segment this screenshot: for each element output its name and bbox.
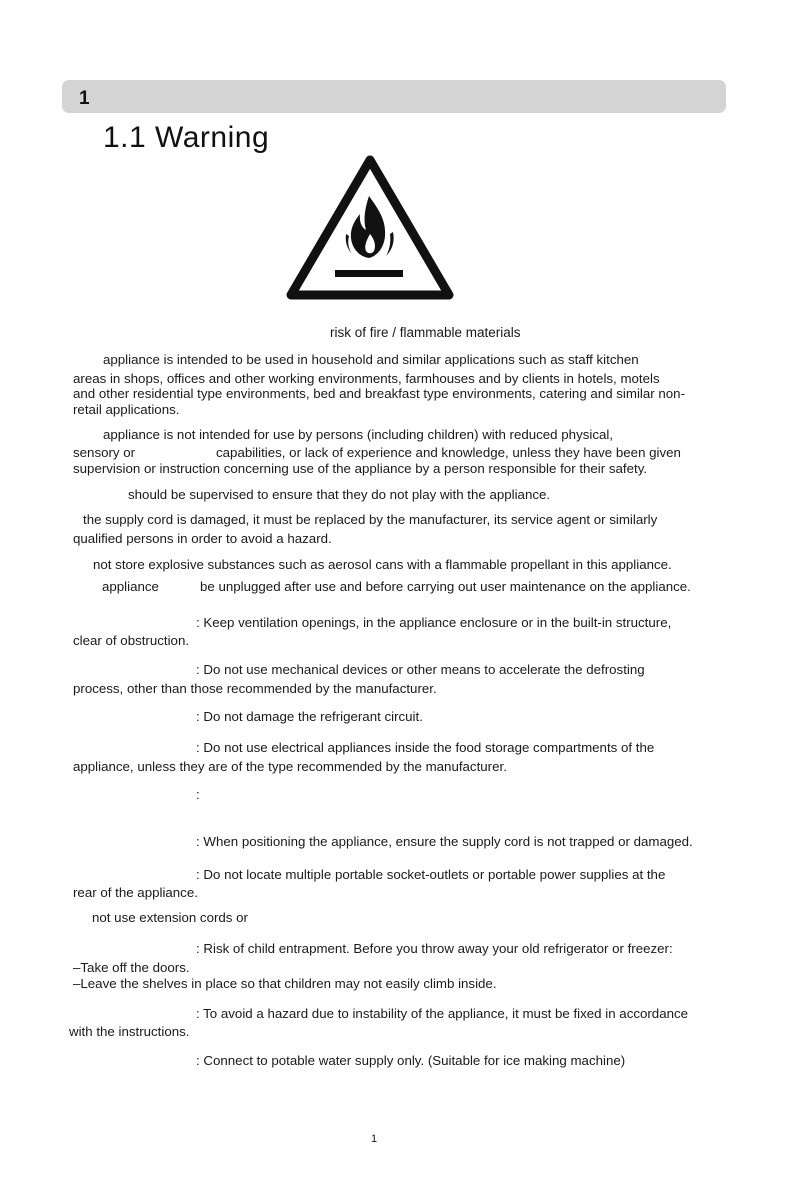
text-line: areas in shops, offices and other working environments, farmhouses and by clients in hotels, motels <box>73 371 660 386</box>
chapter-number: 1 <box>79 88 90 109</box>
text-line: : Connect to potable water supply only. (Suitable for ice making machine) <box>196 1053 626 1068</box>
text-line: : Do not use electrical appliances inside the food storage compartments of the <box>196 740 655 755</box>
text-line: : Do not damage the refrigerant circuit. <box>196 709 423 724</box>
text-line: : Do not use mechanical devices or other means to accelerate the defrosting <box>196 662 645 677</box>
text-line: appliance is not intended for use by persons (including children) with reduced physical, <box>103 427 614 442</box>
text-line: : <box>196 787 200 802</box>
text-line: and other residential type environments, bed and breakfast type environments, catering and similar non- <box>73 386 686 401</box>
text-line: : To avoid a hazard due to instability of the appliance, it must be fixed in accordance <box>196 1006 689 1021</box>
text-line: –Leave the shelves in place so that children may not easily climb inside. <box>73 976 497 991</box>
text-line: : When positioning the appliance, ensure the supply cord is not trapped or damaged. <box>196 834 693 849</box>
text-line: appliance <box>102 579 159 594</box>
page-number: 1 <box>371 1133 378 1145</box>
chapter-header-bar <box>62 80 726 113</box>
text-line: not use extension cords or <box>92 910 248 925</box>
text-line: process, other than those recommended by the manufacturer. <box>73 681 437 696</box>
flammable-warning-icon <box>283 152 457 304</box>
text-line: appliance is intended to be used in household and similar applications such as staff kitchen <box>103 352 639 367</box>
text-line: not store explosive substances such as aerosol cans with a flammable propellant in this appliance. <box>93 557 672 572</box>
text-line: appliance, unless they are of the type recommended by the manufacturer. <box>73 759 507 774</box>
text-line: sensory or <box>73 445 136 460</box>
text-line: supervision or instruction concerning use of the appliance by a person responsible for their safety. <box>73 461 648 476</box>
text-line: qualified persons in order to avoid a hazard. <box>73 531 332 546</box>
text-line: capabilities, or lack of experience and knowledge, unless they have been given <box>216 445 681 460</box>
section-heading: 1.1 Warning <box>103 121 270 154</box>
text-line: : Risk of child entrapment. Before you throw away your old refrigerator or freezer: <box>196 941 673 956</box>
text-line: : Keep ventilation openings, in the appliance enclosure or in the built-in structure, <box>196 615 672 630</box>
sign-caption: risk of fire / flammable materials <box>330 325 521 340</box>
text-line: with the instructions. <box>69 1024 190 1039</box>
text-line: should be supervised to ensure that they do not play with the appliance. <box>128 487 551 502</box>
text-line: retail applications. <box>73 402 180 417</box>
text-line: the supply cord is damaged, it must be replaced by the manufacturer, its service agent or similarly <box>83 512 658 527</box>
text-line: –Take off the doors. <box>73 960 190 975</box>
text-line: rear of the appliance. <box>73 885 198 900</box>
text-line: clear of obstruction. <box>73 633 190 648</box>
text-line: be unplugged after use and before carrying out user maintenance on the appliance. <box>200 579 691 594</box>
text-line: : Do not locate multiple portable socket-outlets or portable power supplies at the <box>196 867 666 882</box>
